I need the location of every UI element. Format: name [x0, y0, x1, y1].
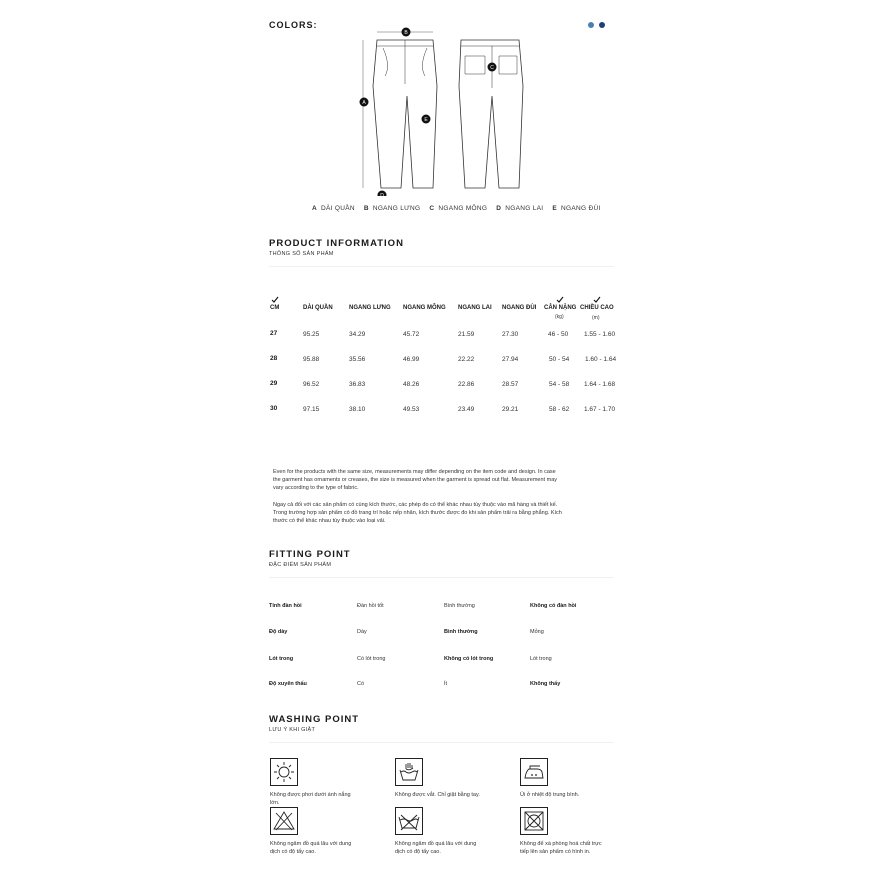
hand-wash-icon	[396, 759, 422, 785]
measurement-note-vi: Ngay cả đối với các sản phẩm có cùng kích thước, các phép đo có thể khác nhau tùy thuộc vào mã hàng và thiết kế. Trong trường hợp sản phẩm có đồ trang trí hoặc nếp nhăn, kích thước được đo khi sản phẩm trải ra bằng phẳng. Kích thước có thể khác nhau tùy thuộc vào loại vải.	[273, 502, 562, 525]
header-dai-quan: DÀI QUẦN	[303, 305, 333, 311]
cell-ngang-lung: 34.29	[349, 331, 366, 338]
pants-measurement-diagram	[355, 26, 530, 196]
cell-dai-quan: 95.88	[303, 356, 320, 363]
cell-dai-quan: 97.15	[303, 406, 320, 413]
product-info-title: PRODUCT INFORMATION	[269, 238, 404, 249]
washing-text: Ủi ở nhiệt độ trung bình.	[520, 792, 580, 798]
cell-can-nang: 46 - 50	[548, 331, 569, 338]
header-ngang-dui: NGANG ĐÙI	[502, 305, 537, 311]
marker-c	[488, 63, 497, 72]
fitting-label: Độ xuyên thấu	[269, 681, 307, 687]
divider	[269, 742, 614, 743]
header-can-nang: CÂN NẶNG	[544, 305, 577, 311]
check-icon	[593, 296, 601, 304]
divider	[269, 577, 614, 578]
cell-can-nang: 50 - 54	[549, 356, 570, 363]
marker-a	[360, 98, 369, 107]
cell-size: 27	[270, 330, 278, 337]
cell-ngang-mong: 48.26	[403, 381, 420, 388]
header-chieu-cao-unit: (m)	[592, 315, 600, 321]
cell-size: 30	[270, 405, 278, 412]
fitting-subtitle: ĐẶC ĐIỂM SẢN PHẨM	[269, 562, 332, 568]
washing-icon-box	[520, 758, 548, 786]
washing-icon-box	[270, 758, 298, 786]
cell-ngang-dui: 28.57	[502, 381, 519, 388]
diagram-legend	[312, 205, 601, 212]
iron-icon	[521, 759, 547, 785]
cell-chieu-cao: 1.67 - 1.70	[584, 406, 616, 413]
check-icon	[271, 296, 279, 304]
svg-text:A: A	[362, 100, 366, 106]
cell-ngang-mong: 45.72	[403, 331, 420, 338]
fitting-option-selected: Không có đàn hồi	[530, 603, 577, 609]
cell-ngang-dui: 27.30	[502, 331, 519, 338]
product-info-subtitle: THÔNG SỐ SẢN PHẨM	[269, 251, 334, 257]
svg-text:D: D	[380, 193, 384, 196]
cell-chieu-cao: 1.55 - 1.60	[584, 331, 616, 338]
header-can-nang-unit: (kg)	[555, 314, 564, 320]
header-size: CM	[270, 305, 280, 311]
washing-icon-box	[395, 807, 423, 835]
legend-item-c: C NGANG MÔNG	[429, 205, 488, 212]
cell-size: 29	[270, 380, 278, 387]
cell-ngang-mong: 46.99	[403, 356, 420, 363]
header-ngang-lai: NGANG LAI	[458, 305, 492, 311]
cell-dai-quan: 95.25	[303, 331, 320, 338]
fitting-title: FITTING POINT	[269, 549, 351, 560]
washing-text: Không ngâm đồ quá lâu với dung dịch có độ tẩy cao.	[270, 841, 352, 855]
fitting-option: Mỏng	[530, 629, 544, 635]
cell-ngang-lai: 21.59	[458, 331, 475, 338]
cell-chieu-cao: 1.64 - 1.68	[584, 381, 616, 388]
fitting-option: Có lót trong	[357, 656, 386, 662]
cell-ngang-dui: 27.94	[502, 356, 519, 363]
cell-size: 28	[270, 355, 278, 362]
cell-ngang-mong: 49.53	[403, 406, 420, 413]
measurement-note-en: Even for the products with the same size, measurements may differ depending on the item code and design. In case the garment has ornaments or creases, the size is measured when the garment is spread out flat. Measurement may vary according to the type of fabric.	[273, 469, 557, 492]
legend-item-a: A DÀI QUẦN	[312, 205, 355, 212]
cell-ngang-dui: 29.21	[502, 406, 519, 413]
washing-title: WASHING POINT	[269, 714, 360, 725]
washing-subtitle: LƯU Ý KHI GIẶT	[269, 727, 316, 733]
no-tumble-dry-icon	[521, 808, 547, 834]
divider	[269, 266, 614, 267]
cell-ngang-lung: 36.83	[349, 381, 366, 388]
fitting-label: Tính đàn hồi	[269, 603, 302, 609]
legend-item-d: D NGANG LAI	[496, 205, 544, 212]
cell-ngang-lai: 22.22	[458, 356, 475, 363]
fitting-option: Có	[357, 681, 365, 687]
fitting-label: Lót trong	[269, 656, 294, 662]
fitting-option-selected: Bình thường	[444, 629, 478, 635]
cell-can-nang: 58 - 62	[549, 406, 570, 413]
sun-icon	[271, 759, 297, 785]
marker-e	[422, 115, 431, 124]
svg-text:E: E	[424, 117, 428, 123]
fitting-label: Độ dày	[269, 629, 288, 635]
washing-text: Không được phơi dưới ánh nắng lớn.	[270, 792, 351, 806]
fitting-option: Lót trong	[530, 656, 552, 662]
cell-ngang-lung: 35.56	[349, 356, 366, 363]
cell-ngang-lai: 22.86	[458, 381, 475, 388]
washing-icon-box	[520, 807, 548, 835]
fitting-option-selected: Không có lót trong	[444, 656, 494, 662]
washing-icon-box	[395, 758, 423, 786]
marker-b	[402, 28, 411, 37]
svg-text:C: C	[490, 65, 494, 71]
cell-ngang-lung: 38.10	[349, 406, 366, 413]
svg-text:B: B	[404, 30, 408, 36]
color-swatch-dark-blue[interactable]	[599, 22, 605, 28]
washing-icon-box	[270, 807, 298, 835]
colors-label: COLORS:	[269, 20, 318, 30]
fitting-option: Ít	[444, 681, 448, 687]
check-icon	[556, 296, 564, 304]
washing-text: Không ngâm đồ quá lâu với dung dịch có độ tẩy cao.	[395, 841, 477, 855]
legend-item-b: B NGANG LƯNG	[363, 205, 421, 212]
color-swatch-light-blue[interactable]	[588, 22, 594, 28]
washing-text: Không được vắt. Chỉ giặt bằng tay.	[395, 792, 480, 798]
washing-text: Không để xà phòng hoá chất trực tiếp lên sản phẩm có hình in.	[520, 841, 602, 855]
fitting-option: Dày	[357, 629, 367, 635]
fitting-option: Bình thường	[444, 603, 475, 609]
cell-chieu-cao: 1.60 - 1.64	[585, 356, 617, 363]
header-ngang-lung: NGANG LƯNG	[349, 305, 391, 311]
header-ngang-mong: NGANG MÔNG	[403, 305, 446, 311]
legend-item-e: E NGANG ĐÙI	[552, 205, 601, 212]
header-chieu-cao: CHIỀU CAO	[580, 305, 614, 311]
fitting-option-selected: Không thấy	[530, 681, 561, 687]
fitting-option: Đàn hồi tốt	[357, 603, 384, 609]
cell-dai-quan: 96.52	[303, 381, 320, 388]
no-wash-icon	[396, 808, 422, 834]
cell-ngang-lai: 23.49	[458, 406, 475, 413]
cell-can-nang: 54 - 58	[549, 381, 570, 388]
no-bleach-icon	[271, 808, 297, 834]
marker-d	[378, 191, 387, 197]
